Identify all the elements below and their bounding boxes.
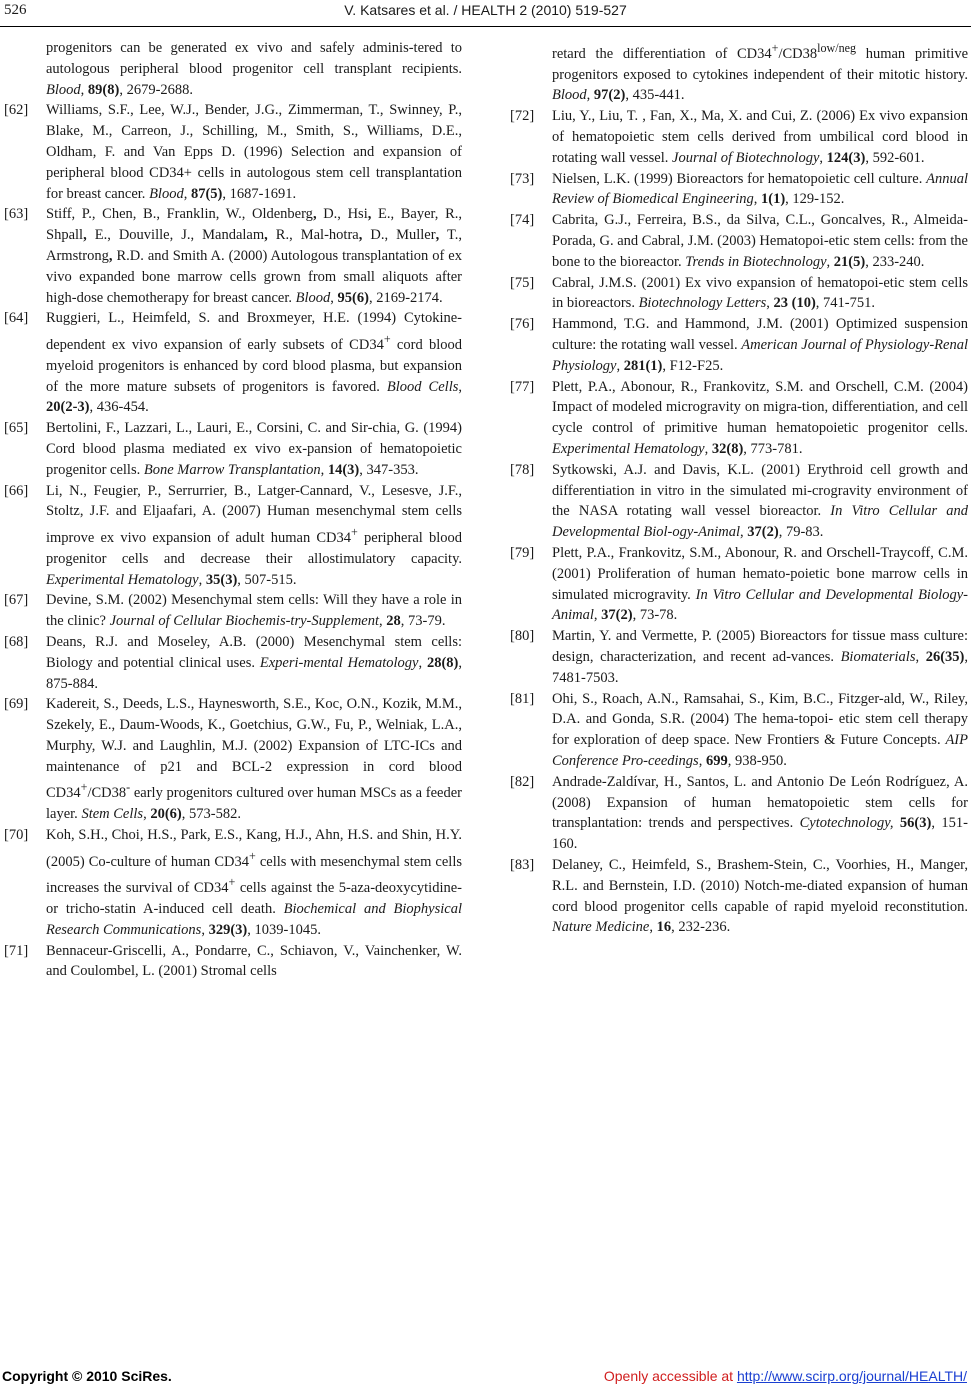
page-footer [0, 1364, 971, 1388]
reference-item [506, 543, 968, 626]
reference-item [506, 855, 968, 938]
reference-text: Bennaceur-Griscelli, A., Pondarre, C., Schiavon, V., Vainchenker, W. and Coulombel, L. (2001) Stromal cells [46, 942, 462, 980]
reference-number: [75] [510, 274, 535, 291]
reference-continuation [506, 38, 968, 106]
reference-item [506, 689, 968, 772]
reference-item [0, 204, 462, 308]
copyright-notice: Copyright © 2010 SciRes. [2, 1368, 172, 1384]
reference-text: Deans, R.J. and Moseley, A.B. (2000) Mesenchymal stem cells: Biology and potential clinical uses. Experi-mental Hematology, 28(8), 875-884. [46, 633, 463, 692]
reference-item [0, 825, 462, 941]
reference-text: Cabral, J.M.S. (2001) Ex vivo expansion of hematopoi-etic stem cells in bioreactors. Biotechnology Letters, 23 (10), 741-751. [552, 274, 968, 312]
reference-text: Liu, Y., Liu, T. , Fan, X., Ma, X. and Cui, Z. (2006) Ex vivo expansion of hematopoietic stem cells derived from umbilical cord blood in rotating wall vessel. Journal of Biotechnology, 124(3), 592-601. [552, 108, 968, 166]
reference-number: [65] [4, 420, 29, 437]
journal-link[interactable]: http://www.scirp.org/journal/HEALTH/ [736, 1368, 967, 1384]
reference-text: retard the differentiation of $CD34^+/CD38^{low/neg}$ human primitive progenitors exposed to cytokines independent of their mitotic history. Blood, 97(2), 435-441. [552, 41, 969, 104]
reference-number: [67] [4, 592, 29, 609]
reference-item [506, 210, 968, 272]
reference-number: [80] [510, 628, 535, 645]
reference-text: Cabrita, G.J., Ferreira, B.S., da Silva, C.L., Goncalves, R., Almeida-Porada, G. and Cabral, J.M. (2003) Hematopoi-etic stem cells: from the bone to the bioreactor. Trends in Biotechnology, 21(5), 233-240. [552, 212, 968, 270]
reference-text: Devine, S.M. (2002) Mesenchymal stem cells: Will they have a role in the clinic? Journal of Cellular Biochemis-try-Supplement, 28, 73-79. [46, 592, 462, 630]
reference-number: [63] [4, 206, 29, 223]
reference-number: [62] [4, 102, 29, 119]
reference-number: [74] [510, 212, 535, 229]
reference-text: Nielsen, L.K. (1999) Bioreactors for hematopoietic cell culture. Annual Review of Biomedical Engineering, 1(1), 129-152. [552, 170, 968, 208]
reference-item [506, 106, 968, 168]
reference-number: [71] [4, 942, 29, 959]
reference-number: [83] [510, 856, 535, 873]
reference-number: [70] [4, 826, 29, 843]
reference-text: Stiff, P., Chen, B., Franklin, W., Oldenberg, D., Hsi, E., Bayer, R., Shpall, E., Douville, J., Mandalam, R., Mal-hotra, D., Muller, T., Armstrong, R.D. and Smith A. (2000) Autologous transplantation of ex vivo expanded bone marrow cells grown from small aliquots after high-dose chemotherapy for breast cancer. Blood, 95(6), 2169-2174. [46, 206, 462, 306]
reference-number: [82] [510, 773, 535, 790]
reference-item [0, 632, 462, 694]
reference-continuation [0, 38, 462, 100]
page-number: 526 [4, 2, 27, 18]
reference-item [506, 772, 968, 855]
reference-text: Martin, Y. and Vermette, P. (2005) Bioreactors for tissue mass culture: design, characterization, and recent ad-vances. Biomaterials, 26(35), 7481-7503. [552, 628, 968, 686]
open-access-text: Openly accessible at [603, 1368, 737, 1384]
reference-text: Ruggieri, L., Heimfeld, S. and Broxmeyer, H.E. (1994) Cytokine-dependent ex vivo expansion of early subsets of CD34+ cord blood myeloid progenitors is enhanced by cord blood plasma, but expansion of the more mature subsets of progenitors is favored. Blood Cells, 20(2-3), 436-454. [46, 310, 463, 416]
reference-number: [81] [510, 690, 535, 707]
right-column [506, 38, 968, 938]
reference-item [506, 169, 968, 211]
reference-number: [79] [510, 544, 535, 561]
reference-item [506, 377, 968, 460]
reference-number: [66] [4, 482, 29, 499]
reference-number: [78] [510, 461, 535, 478]
reference-text: progenitors can be generated ex vivo and safely adminis-tered to autologous peripheral blood progenitor cell transplant recipients. Blood, 89(8), 2679-2688. [46, 40, 462, 98]
reference-item [0, 418, 462, 480]
reference-item [0, 100, 462, 204]
reference-text: Bertolini, F., Lazzari, L., Lauri, E., Corsini, C. and Sir-chia, G. (1994) Cord blood plasma mediated ex vivo ex-pansion of hematopoietic progenitor cells. Bone Marrow Transplantation, 14(3), 347-353. [46, 420, 462, 478]
reference-text: Sytkowski, A.J. and Davis, K.L. (2001) Erythroid cell growth and differentiation in vitro in the simulated mi-crogravity environment of the NASA rotating wall vessel bioreactor. In Vitro Cellular and Developmental Biol-ogy-Animal, 37(2), 79-83. [552, 461, 969, 541]
reference-item [0, 590, 462, 632]
reference-number: [64] [4, 310, 29, 327]
reference-text: Hammond, T.G. and Hammond, J.M. (2001) Optimized suspension culture: the rotating wall vessel. American Journal of Physiology-Renal Physiology, 281(1), F12-F25. [552, 316, 968, 374]
reference-item [0, 694, 462, 825]
reference-number: [72] [510, 108, 535, 125]
reference-number: [76] [510, 316, 535, 333]
reference-item [0, 941, 462, 983]
running-title: V. Katsares et al. / HEALTH 2 (2010) 519-527 [344, 2, 627, 18]
reference-item [506, 314, 968, 376]
reference-text: Williams, S.F., Lee, W.J., Bender, J.G., Zimmerman, T., Swinney, P., Blake, M., Carreon, J., Schilling, M., Smith, S., Williams, D.E., Oldham, F. and Van Epps D. (1996) Selection and expansion of peripheral blood CD34+ cells in autologous stem cell transplantation for breast cancer. Blood, 87(5), 1687-1691. [46, 102, 462, 202]
reference-number: [69] [4, 696, 29, 713]
reference-item [0, 481, 462, 591]
page-header [0, 0, 971, 26]
left-column [0, 38, 462, 982]
reference-text: Delaney, C., Heimfeld, S., Brashem-Stein, C., Voorhies, H., Manger, R.L. and Bernstein, I.D. (2010) Notch-me-diated expansion of human cord blood progenitor cells capable of rapid myeloid reconstitution. Nature Medicine, 16, 232-236. [552, 856, 968, 936]
reference-text: Plett, P.A., Abonour, R., Frankovitz, S.M. and Orschell, C.M. (2004) Impact of modeled microgravity on migra-tion, differentiation, and cell cycle control of primitive human hematopoietic progenitor cells. Experimental Hematology, 32(8), 773-781. [552, 378, 968, 457]
reference-text: Li, N., Feugier, P., Serrurrier, B., Latger-Cannard, V., Lesesve, J.F., Stoltz, J.F. and Eljaafari, A. (2007) Human mesenchymal stem cells improve ex vivo expansion of adult human CD34+ peripheral blood progenitor cells and decrease their allostimulatory capacity. Experimental Hematology, 35(3), 507-515. [46, 482, 462, 588]
reference-text: Kadereit, S., Deeds, L.S., Haynesworth, S.E., Koc, O.N., Kozik, M.M., Szekely, E., Daum-Woods, K., Goetchius, G.W., Fu, P., Welniak, L.A., Murphy, W.J. and Laughlin, M.J. (2002) Expansion of LTC-ICs and maintenance of p21 and BCL-2 expression in cord blood CD34+/CD38- early progenitors cultured over human MSCs as a feeder layer. Stem Cells, 20(6), 573-582. [46, 696, 462, 823]
reference-text: Ohi, S., Roach, A.N., Ramsahai, S., Kim, B.C., Fitzger-ald, W., Riley, D.A. and Gonda, S.R. (2004) The hema-topoi- etic stem cell therapy for exploration of deep space. New Frontiers & Future Concepts. AIP Conference Pro-ceedings, 699, 938-950. [552, 690, 968, 769]
reference-text: Koh, S.H., Choi, H.S., Park, E.S., Kang, H.J., Ahn, H.S. and Shin, H.Y. (2005) Co-culture of human CD34+ cells with mesenchymal stem cells increases the survival of CD34+ cells against the 5-aza-deoxycytidine-or tricho-statin A-induced cell death. Biochemical and Biophysical Research Communications, 329(3), 1039-1045. [46, 826, 462, 938]
reference-item [506, 273, 968, 315]
header-rule [0, 26, 971, 27]
reference-text: Plett, P.A., Frankovitz, S.M., Abonour, R. and Orschell-Traycoff, C.M. (2001) Proliferation of human hemato-poietic bone marrow cells in simulated microgravity. In Vitro Cellular and Developmental Biology-Animal, 37(2), 73-78. [552, 544, 968, 624]
reference-number: [77] [510, 378, 535, 395]
reference-item [506, 460, 968, 543]
reference-number: [68] [4, 633, 29, 650]
reference-text: Andrade-Zaldívar, H., Santos, L. and Antonio De León Rodríguez, A. (2008) Expansion of human hematopoietic stem cells for transplantation: trends and perspectives. Cytotechnology, 56(3), 151-160. [552, 773, 968, 853]
reference-number: [73] [510, 170, 535, 187]
reference-item [0, 308, 462, 418]
reference-item [506, 626, 968, 688]
open-access-notice [604, 1368, 967, 1384]
